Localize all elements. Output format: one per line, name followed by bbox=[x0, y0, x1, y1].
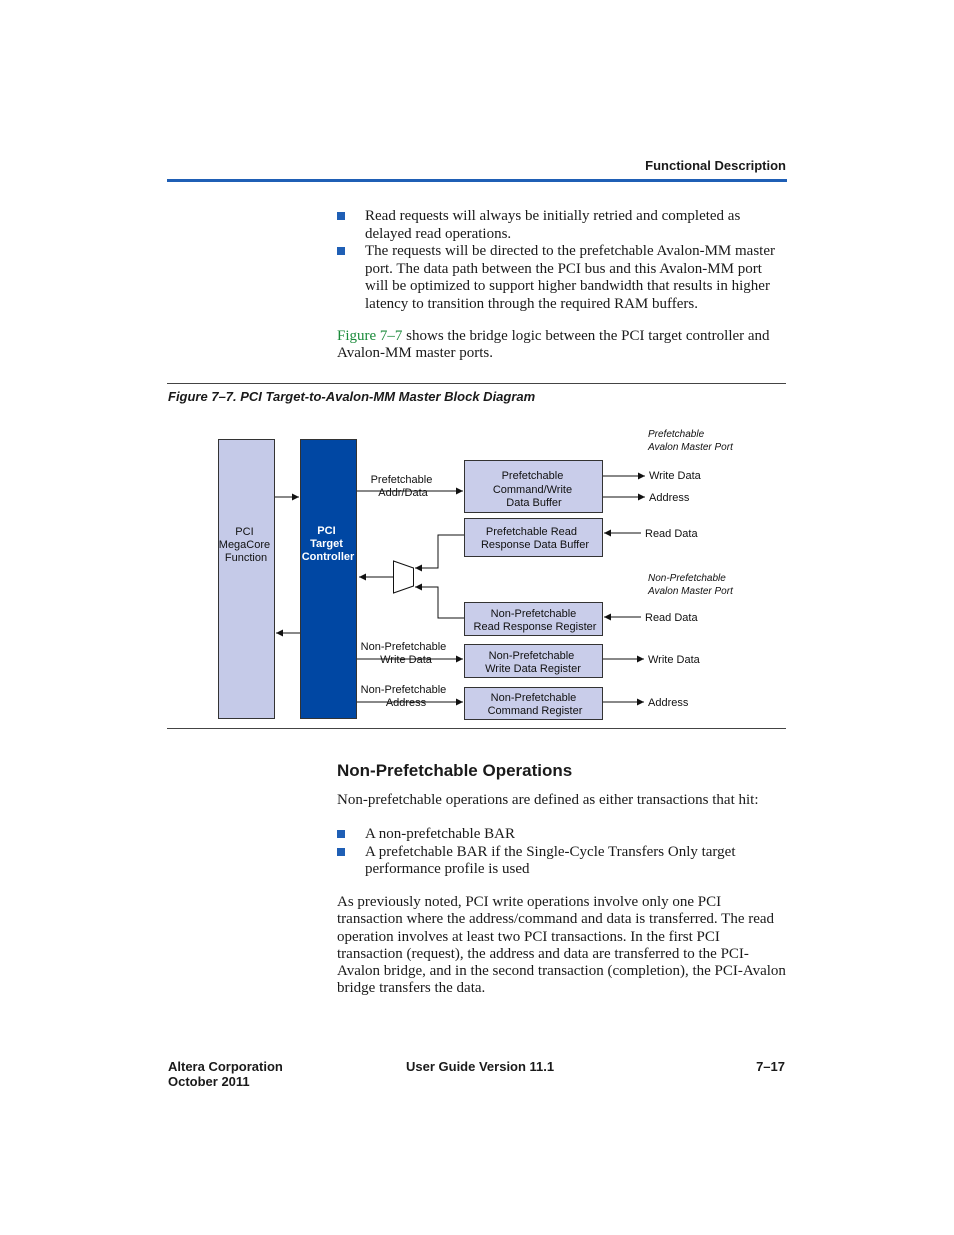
figure-intro-paragraph: Figure 7–7 shows the bridge logic between the PCI target controller and Avalon-MM master ports. bbox=[337, 328, 770, 362]
figure-bottom-rule bbox=[167, 728, 786, 729]
target-controller-block bbox=[301, 440, 357, 719]
np-write-register-label: Non-Prefetchable Write Data Register bbox=[485, 650, 581, 675]
list-item: A non-prefetchable BAR bbox=[337, 826, 787, 844]
list-item: The requests will be directed to the prefetchable Avalon-MM master port. The data path between the PCI bus and this Avalon-MM port will be optimized to support higher bandwidth that results in higher latency to transition through the required RAM buffers. bbox=[337, 243, 787, 313]
bullet-square-icon bbox=[337, 848, 345, 856]
figure-caption: Figure 7–7. PCI Target-to-Avalon-MM Master Block Diagram bbox=[168, 389, 536, 404]
footer-company: Altera Corporation bbox=[168, 1059, 283, 1074]
np-command-register-label: Non-Prefetchable Command Register bbox=[487, 692, 583, 717]
section-intro-paragraph: Non-prefetchable operations are defined as either transactions that hit: bbox=[337, 792, 759, 808]
arrow-pf-read-to-mux bbox=[415, 535, 464, 568]
pf-write-data-signal: Write Data bbox=[649, 470, 701, 482]
pf-address-signal: Address bbox=[649, 492, 690, 504]
np-write-data-label: Non-Prefetchable Write Data bbox=[360, 641, 447, 666]
pf-write-buffer-label: Prefetchable Command/Write Data Buffer bbox=[492, 470, 573, 509]
np-address-signal: Address bbox=[648, 697, 689, 709]
nonprefetch-port-label: Non-Prefetchable Avalon Master Port bbox=[648, 573, 733, 597]
bullet-square-icon bbox=[337, 830, 345, 838]
arrow-np-read-to-mux bbox=[415, 587, 464, 618]
megacore-label: PCI MegaCore Function bbox=[218, 526, 271, 564]
megacore-block bbox=[219, 440, 275, 719]
running-header: Functional Description bbox=[645, 158, 786, 173]
pf-read-buffer-label: Prefetchable Read Response Data Buffer bbox=[480, 526, 590, 551]
section-heading: Non-Prefetchable Operations bbox=[337, 761, 573, 780]
prefetch-port-label: Prefetchable Avalon Master Port bbox=[648, 429, 733, 453]
section-body-paragraph: As previously noted, PCI write operations involve only one PCI transaction where the address/command and data is transferred. The read operation involves at least two PCI transactions. In the first PCI transaction (request), the address and data are transferred to the PCI-Avalon bridge, and in the second transaction (completion), the PCI-Avalon bridge transfers the data. bbox=[337, 894, 786, 997]
figure-link[interactable]: Figure 7–7 bbox=[337, 328, 403, 344]
pf-read-data-signal: Read Data bbox=[645, 528, 698, 540]
pf-addr-data-label: Prefetchable Addr/Data bbox=[370, 474, 433, 499]
np-read-data-signal: Read Data bbox=[645, 612, 698, 624]
np-address-label: Non-Prefetchable Address bbox=[360, 684, 447, 709]
np-write-data-signal: Write Data bbox=[648, 654, 700, 666]
target-controller-label: PCI Target Controller bbox=[301, 525, 355, 563]
np-read-register-label: Non-Prefetchable Read Response Register bbox=[473, 608, 597, 633]
multiplexer bbox=[394, 561, 414, 593]
footer-page-number: 7–17 bbox=[756, 1059, 785, 1074]
section-bullet-list bbox=[337, 826, 787, 879]
footer-date: October 2011 bbox=[168, 1074, 250, 1089]
list-item: A prefetchable BAR if the Single-Cycle Transfers Only target performance profile is used bbox=[337, 844, 787, 879]
footer-version: User Guide Version 11.1 bbox=[406, 1059, 555, 1074]
list-item: Read requests will always be initially retried and completed as delayed read operations. bbox=[337, 208, 787, 243]
